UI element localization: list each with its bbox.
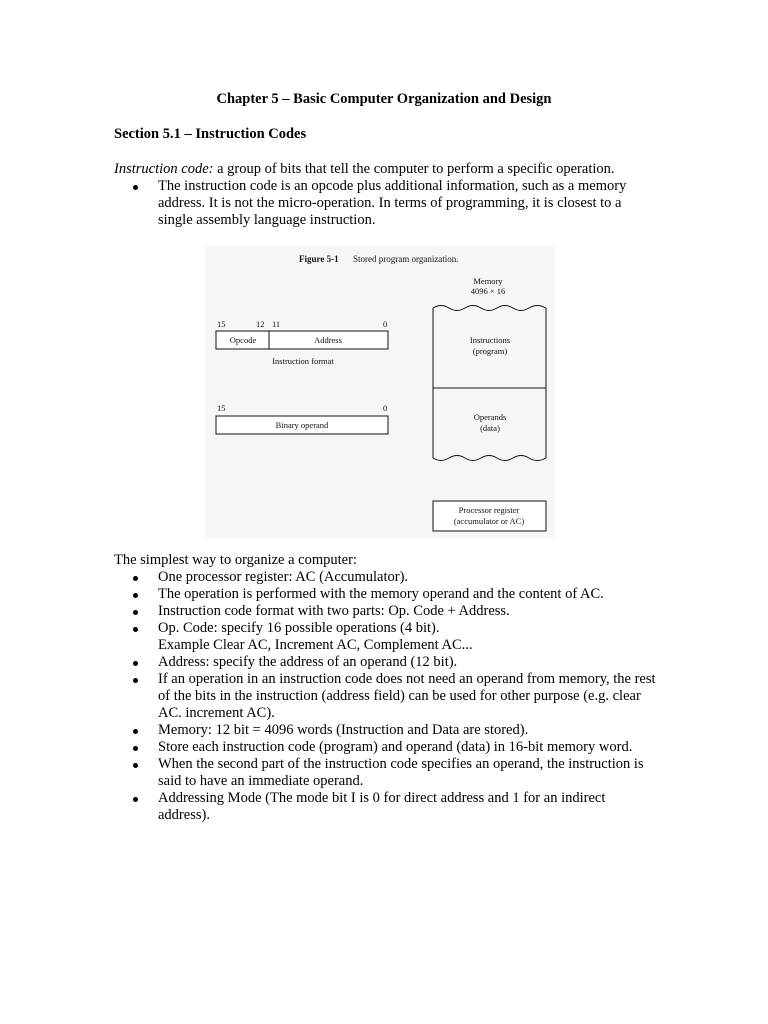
address-field: Address: [314, 335, 342, 345]
organization-bullet-list: [114, 569, 659, 824]
figure-caption: Stored program organization.: [353, 254, 459, 264]
opcode-field: Opcode: [229, 335, 257, 345]
operands-label: Operands: [473, 412, 507, 422]
stored-program-figure: [205, 246, 555, 538]
list-item-text: When the second part of the instruction code specifies an operand, the instruction is said to have an immediate operand.: [158, 756, 644, 789]
list-item-text: Op. Code: specify 16 possible operations (4 bit).: [158, 620, 440, 636]
list-item-text: Addressing Mode (The mode bit I is 0 for direct address and 1 for an indirect address).: [158, 790, 606, 823]
accumulator-label: (accumulator or AC): [453, 516, 525, 526]
list-item-text: Instruction code format with two parts: Op. Code + Address.: [158, 603, 510, 619]
data-label: (data): [480, 423, 500, 433]
instruction-format-caption: Instruction format: [272, 356, 334, 366]
list-item: [114, 739, 659, 756]
list-item: [114, 756, 659, 790]
chapter-title: Chapter 5 – Basic Computer Organization and Design: [216, 91, 552, 107]
operand-bit-15-label: 15: [217, 403, 226, 413]
bit-12-label: 12: [256, 319, 265, 329]
organization-heading: The simplest way to organize a computer:: [114, 552, 357, 568]
list-item-example: Example Clear AC, Increment AC, Complement AC...: [158, 637, 473, 653]
list-item-text: The operation is performed with the memory operand and the content of AC.: [158, 586, 604, 602]
memory-label: Memory: [473, 276, 503, 286]
operand-bit-0-label: 0: [383, 403, 388, 413]
figure-diagram: [205, 246, 555, 538]
section-title: Section 5.1 – Instruction Codes: [114, 126, 307, 142]
list-item: [114, 569, 659, 586]
definition-text: a group of bits that tell the computer to perform a specific operation.: [213, 161, 615, 177]
instruction-code-definition: [114, 161, 659, 178]
definition-term: Instruction code:: [114, 161, 214, 177]
list-item-text: If an operation in an instruction code does not need an operand from memory, the rest of the bits in the instruction (address field) can be used for other purpose (e.g. clear AC. increment AC).: [158, 671, 656, 721]
organization-section: [114, 552, 659, 824]
bit-11-label: 11: [272, 319, 281, 329]
list-item: [114, 790, 659, 824]
list-item-text: One processor register: AC (Accumulator).: [158, 569, 409, 585]
list-item: [114, 620, 659, 654]
instructions-label: Instructions: [469, 335, 511, 345]
list-item-text: Memory: 12 bit = 4096 words (Instruction and Data are stored).: [158, 722, 529, 738]
list-item: [114, 654, 659, 671]
memory-size: 4096 × 16: [470, 286, 506, 296]
list-item-text: Address: specify the address of an operand (12 bit).: [158, 654, 458, 670]
bit-0-label: 0: [383, 319, 388, 329]
list-item: The instruction code is an opcode plus additional information, such as a memory address. It is not the micro-operation. In terms of programming, it is closest to a single assembly language instruction.: [114, 178, 659, 229]
definition-bullet-list: [114, 178, 659, 229]
list-item-text: Store each instruction code (program) and operand (data) in 16-bit memory word.: [158, 739, 633, 755]
bit-15-label: 15: [217, 319, 226, 329]
processor-register-label: Processor register: [458, 505, 520, 515]
list-item: [114, 671, 659, 722]
binary-operand-field: Binary operand: [275, 420, 329, 430]
figure-label: Figure 5-1: [299, 254, 339, 264]
list-item: [114, 722, 659, 739]
list-item: [114, 586, 659, 603]
list-item: [114, 603, 659, 620]
program-label: (program): [472, 346, 508, 356]
